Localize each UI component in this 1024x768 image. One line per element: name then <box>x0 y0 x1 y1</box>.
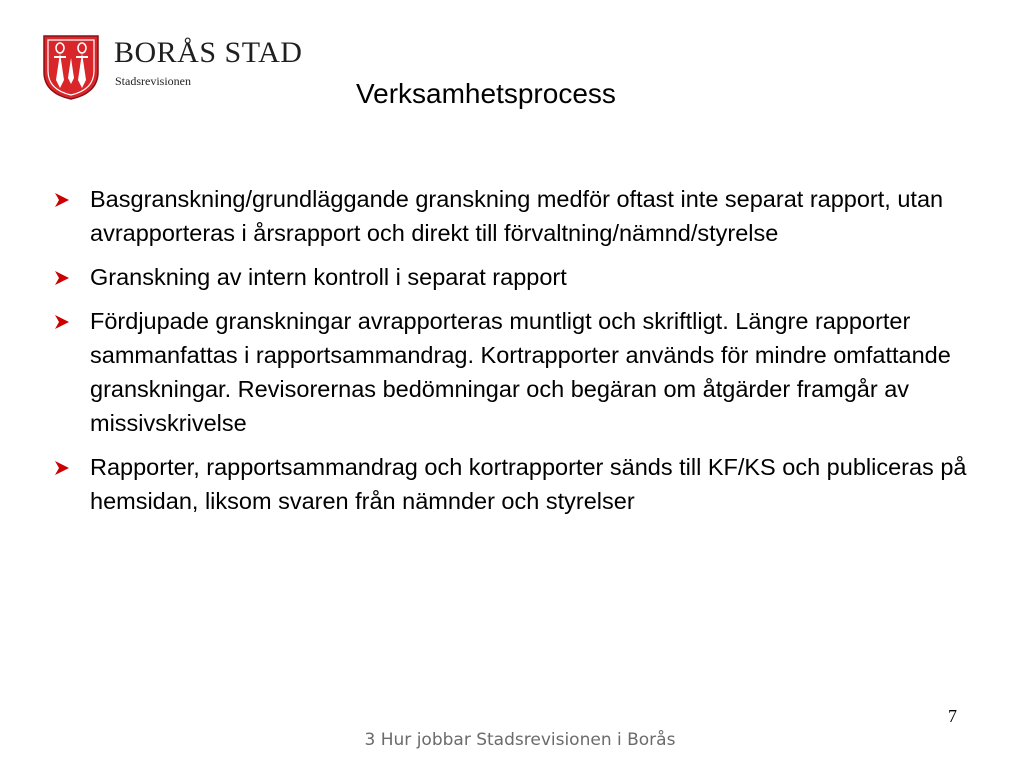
slide-title: Verksamhetsprocess <box>356 78 616 109</box>
org-name: BORÅS STAD <box>114 36 303 69</box>
bullet-text: Granskning av intern kontroll i separat rapport <box>90 264 567 290</box>
arrowhead-bullet-icon <box>54 182 74 216</box>
bullet-item <box>52 182 982 250</box>
footer-text: 3 Hur jobbar Stadsrevisionen i Borås <box>364 730 676 750</box>
bullet-item <box>52 260 982 294</box>
bullet-text: Basgranskning/grundläggande granskning medför oftast inte separat rapport, utan avrapporteras i årsrapport och direkt till förvaltning/nämnd/styrelse <box>90 186 944 246</box>
bullet-text: Fördjupade granskningar avrapporteras muntligt och skriftligt. Längre rapporter sammanfattas i rapportsammandrag. Kortrapporter används för mindre omfattande granskningar. Revisorernas bedömningar och begäran om åtgärder framgår av missivskrivelse <box>90 308 951 436</box>
arrowhead-bullet-icon <box>54 304 74 338</box>
bullet-item <box>52 304 982 440</box>
arrowhead-bullet-icon <box>54 260 74 294</box>
arrowhead-bullet-icon <box>54 450 74 484</box>
bullet-item <box>52 450 982 518</box>
bullet-text: Rapporter, rapportsammandrag och kortrapporter sänds till KF/KS och publiceras på hemsidan, liksom svaren från nämnder och styrelser <box>90 454 967 514</box>
boras-crest-icon <box>42 34 100 100</box>
org-subtitle: Stadsrevisionen <box>115 74 191 88</box>
page-number: 7 <box>948 706 957 726</box>
bullet-list <box>52 182 982 528</box>
logo <box>42 34 322 102</box>
